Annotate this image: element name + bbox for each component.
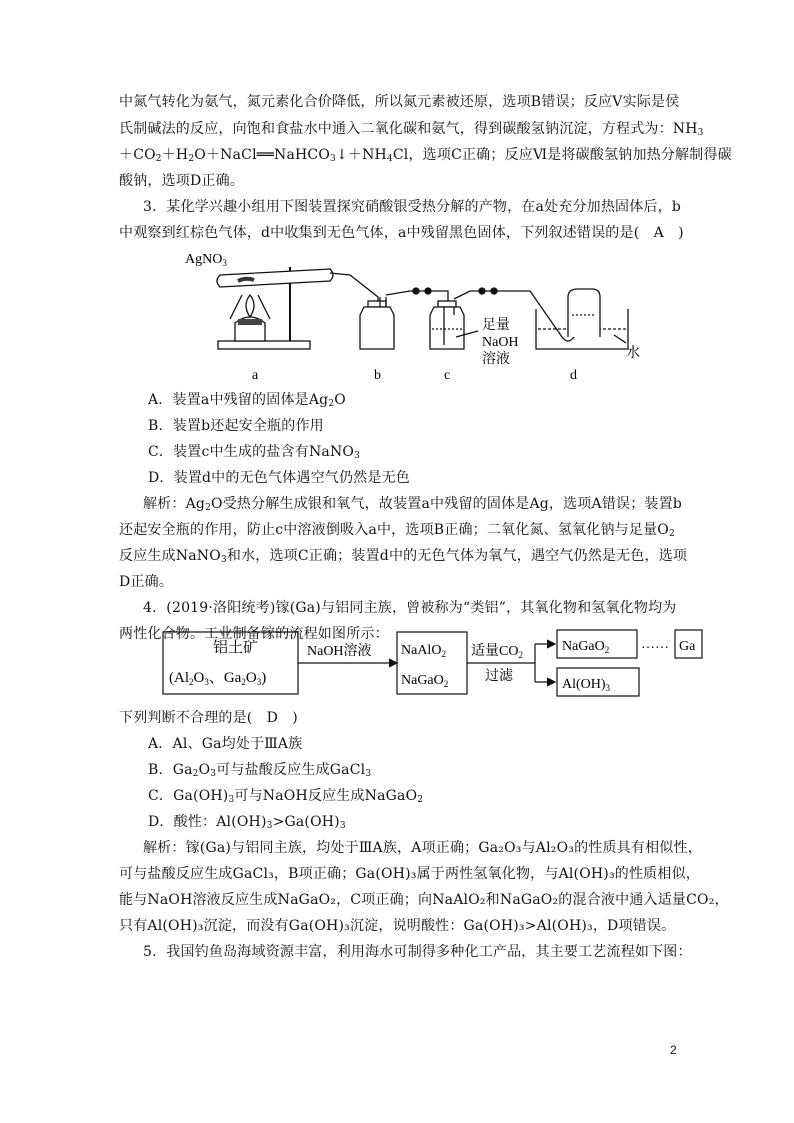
q3-explanation-line-1: 解析：$Ag_2O$受热分解生成银和氧气，故装置a中残留的固体是Ag，选项A错误；装置b: [143, 496, 682, 513]
q3-explanation-line-4: D正确。: [119, 574, 174, 590]
apparatus-label-a: a: [252, 368, 259, 383]
arrow1-label: NaOH溶液: [307, 644, 372, 659]
apparatus-label-c: c: [444, 368, 451, 383]
q4-stem-line-1: 4．(2019·洛阳统考)镓(Ga)与铝同主族，曾被称为“类铝”，其氧化物和氢氧化物均为: [143, 600, 677, 616]
q5-stem: 5．我国钓鱼岛海域资源丰富，利用海水可制得多种化工产品，其主要工艺流程如下图：: [143, 944, 692, 960]
water-label: 水: [626, 346, 640, 361]
box-ga: Ga: [679, 639, 696, 654]
q3-option-d: D．装置d中的无色气体遇空气仍然是无色: [148, 470, 410, 486]
box3-nagao2: NaGaO$_2$: [562, 639, 610, 655]
q3-option-a: A．装置a中残留的固体是$Ag_2O$: [148, 392, 346, 409]
q4-ask: 下列判断不合理的是( D ): [119, 710, 298, 726]
box2-nagao2: NaGaO$_2$: [401, 673, 449, 689]
q4-option-b: B．$Ga_2O_3$可与盐酸反应生成GaCl$_3$: [148, 762, 372, 779]
q4-option-d: D．酸性：$Al(OH)_3>Ga(OH)_3$: [148, 814, 346, 831]
intro-line-2: 氏制碱法的反应，向饱和食盐水中通入二氧化碳和氨气，得到碳酸氢钠沉淀，方程式为：$NH_3$: [119, 121, 704, 138]
q4-stem-line-2: 两性化合物。工业制备镓的流程如图所示：: [119, 626, 389, 642]
apparatus-label-b: b: [374, 368, 381, 383]
ore-title: 铝土矿: [213, 640, 259, 656]
agno3-label: AgNO$_3$: [185, 252, 227, 268]
q3-apparatus-figure: [180, 245, 650, 385]
page-number: 2: [670, 1043, 677, 1057]
box2-naalo2: NaAlO$_2$: [401, 643, 446, 659]
q3-explanation-line-2: 还起安全瓶的作用，防止c中溶液倒吸入a中，选项B正确；二氧化氮、氢氧化钠与足量$O_2$: [119, 522, 675, 539]
q4-explanation-line-1: 解析：镓(Ga)与铝同主族，均处于ⅢA族，A项正确；Ga₂O₃与Al₂O₃的性质具有相似性，: [143, 840, 702, 856]
naoh-label-3: 溶液: [482, 352, 510, 367]
q3-explanation-line-3: 反应生成NaNO$_3$和水，选项C正确；装置d中的无色气体为氧气，遇空气仍然是无色，选项: [119, 548, 688, 565]
q4-option-c: C．$Ga(OH)_3$可与NaOH反应生成NaGaO$_2$: [148, 788, 424, 805]
ore-formula: ($Al_2O_3$、$Ga_2O_3$): [169, 670, 267, 687]
arrow2-top-label: 适量$CO_2$: [471, 644, 523, 660]
q4-option-a: A．Al、Ga均处于ⅢA族: [148, 736, 303, 752]
apparatus-label-d: d: [570, 368, 577, 383]
q4-explanation-line-2: 可与盐酸反应生成GaCl₃，B项正确；Ga(OH)₃属于两性氢氧化物，与Al(OH)₃的性质相似，: [119, 866, 700, 882]
naoh-label-1: 足量: [482, 318, 510, 333]
intro-line-4: 酸钠，选项D正确。: [119, 173, 245, 189]
naoh-label-2: NaOH: [482, 335, 519, 350]
q3-stem-line-2: 中观察到红棕色气体，d中收集到无色气体，a中残留黑色固体，下列叙述错误的是( A ): [119, 225, 684, 241]
q3-stem-line-1: 3．某化学兴趣小组用下图装置探究硝酸银受热分解的产物，在a处充分加热固体后，b: [143, 199, 682, 215]
intro-line-3: $+CO_2+H_2O+NaCl══NaHCO_3↓+NH_4Cl$，选项C正确；反应Ⅵ是将碳酸氢钠加热分解制得碳: [119, 147, 732, 164]
intro-line-1: 中氮气转化为氨气，氮元素化合价降低，所以氮元素被还原，选项B错误；反应Ⅴ实际是侯: [119, 94, 680, 110]
box4-aloh3: $Al(OH)_3$: [562, 677, 611, 693]
q3-option-c: C．装置c中生成的盐含有NaNO$_3$: [148, 444, 361, 461]
q3-option-b: B．装置b还起安全瓶的作用: [148, 418, 324, 434]
q4-flow-diagram: [155, 628, 715, 700]
q4-explanation-line-4: 只有Al(OH)₃沉淀，而没有Ga(OH)₃沉淀，说明酸性：Ga(OH)₃>Al(OH)₃，D项错误。: [119, 918, 676, 934]
flow-dots: ……: [641, 637, 669, 652]
arrow2-bottom-label: 过滤: [485, 669, 513, 684]
q4-explanation-line-3: 能与NaOH溶液反应生成NaGaO₂，C项正确；向NaAlO₂和NaGaO₂的混合液中通入适量CO₂，: [119, 892, 729, 908]
